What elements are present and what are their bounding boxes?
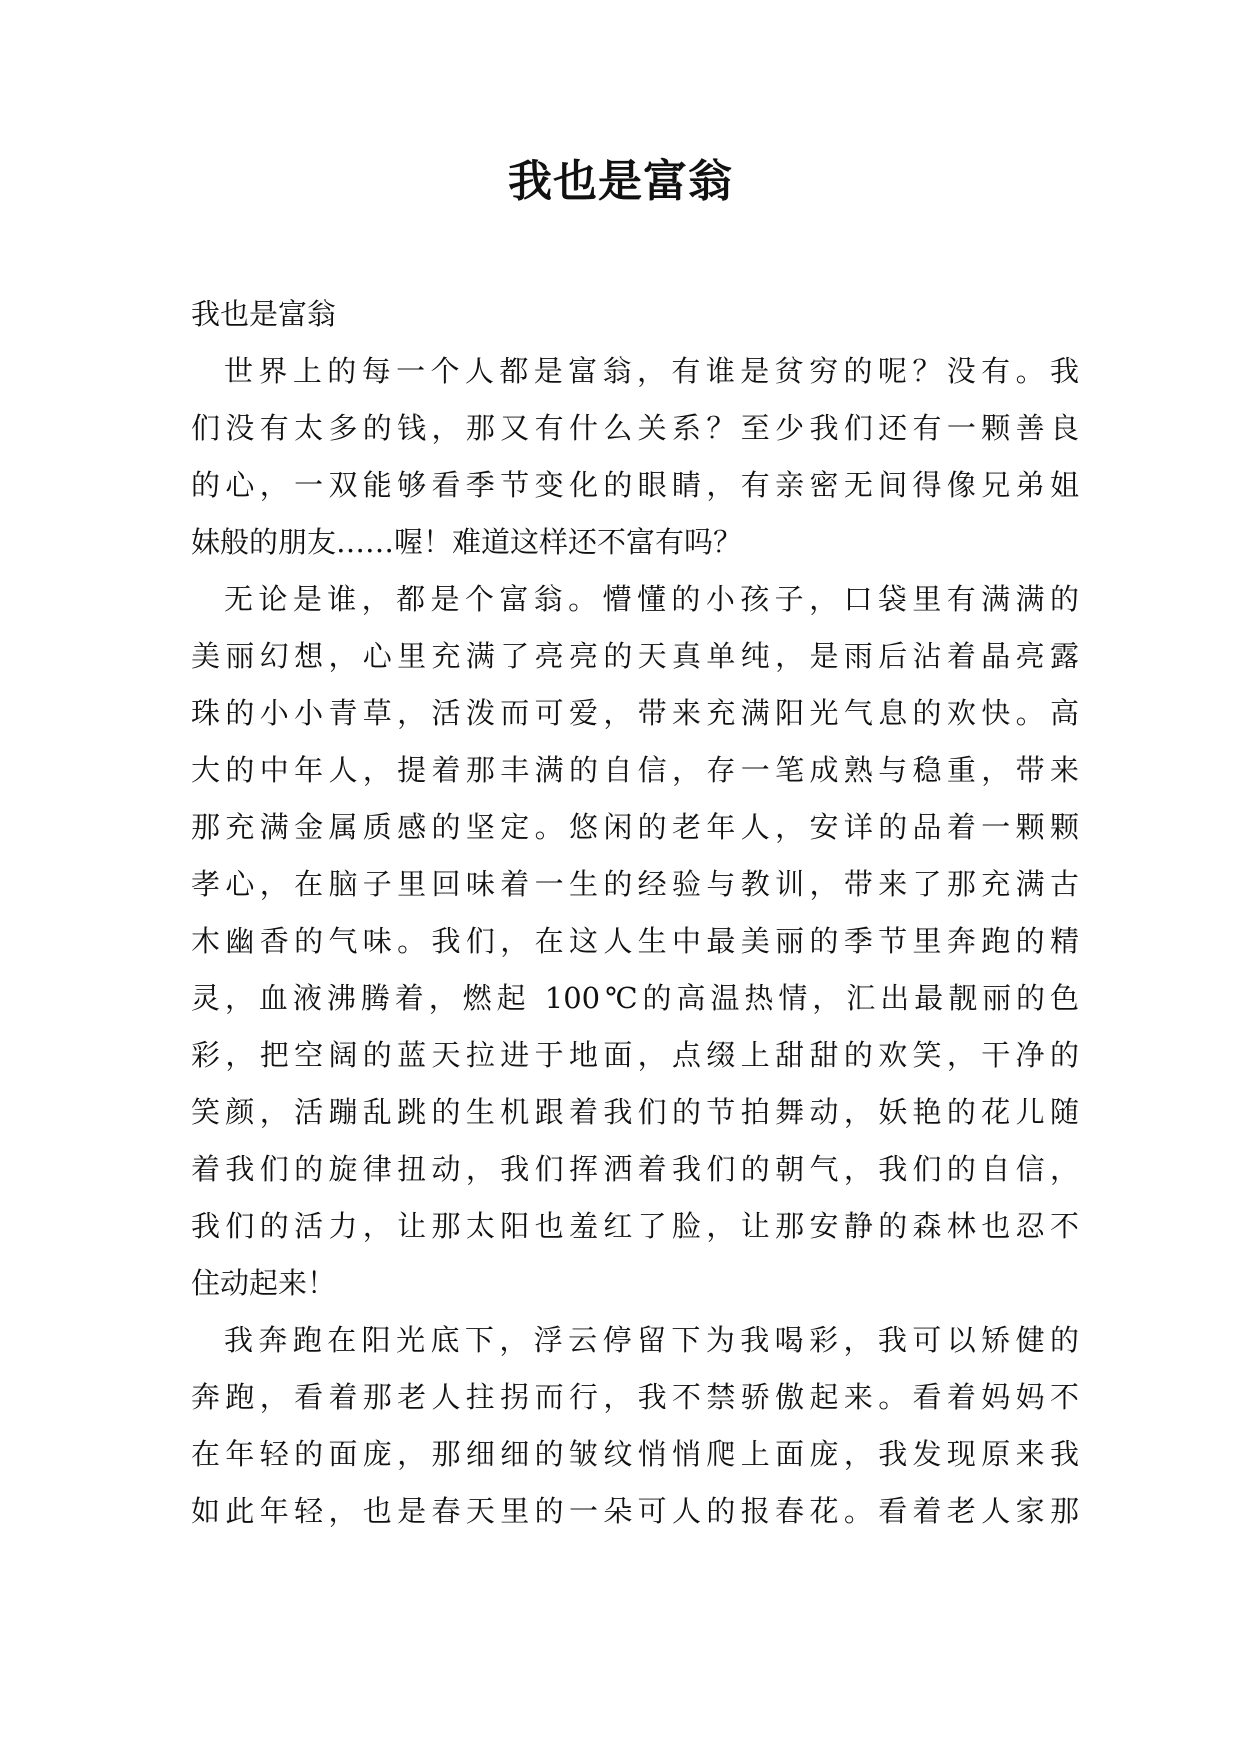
paragraph-3 — [191, 1312, 1079, 1540]
paragraph-line: 妹般的朋友……喔！难道这样还不富有吗？ — [191, 525, 743, 559]
paragraph-line: 世界上的每一个人都是富翁，有谁是贫穷的呢？没有。我 — [224, 354, 1079, 388]
paragraph-line: 我们的活力，让那太阳也羞红了脸，让那安静的森林也忍不 — [191, 1209, 1079, 1243]
document-title: 我也是富翁 — [508, 156, 733, 207]
paragraph-line: 笑颜，活蹦乱跳的生机跟着我们的节拍舞动，妖艳的花儿随 — [191, 1095, 1079, 1129]
paragraph-line: 彩，把空阔的蓝天拉进于地面，点缀上甜甜的欢笑，干净的 — [191, 1038, 1079, 1072]
paragraph-2 — [191, 571, 1079, 1312]
paragraph-line: 大的中年人，提着那丰满的自信，存一笔成熟与稳重，带来 — [191, 753, 1079, 787]
paragraph-line: 灵，血液沸腾着，燃起 100℃的高温热情，汇出最靓丽的色 — [191, 981, 1079, 1015]
paragraph-line: 珠的小小青草，活泼而可爱，带来充满阳光气息的欢快。高 — [191, 696, 1079, 730]
document-body — [191, 286, 1079, 1540]
paragraph-1 — [191, 343, 1079, 571]
paragraph-line: 木幽香的气味。我们，在这人生中最美丽的季节里奔跑的精 — [191, 924, 1079, 958]
paragraph-line: 孝心，在脑子里回味着一生的经验与教训，带来了那充满古 — [191, 867, 1079, 901]
paragraph-line: 无论是谁，都是个富翁。懵懂的小孩子，口袋里有满满的 — [224, 582, 1079, 616]
paragraph-line: 着我们的旋律扭动，我们挥洒着我们的朝气，我们的自信， — [191, 1152, 1079, 1186]
paragraph-line: 如此年轻，也是春天里的一朵可人的报春花。看着老人家那 — [191, 1494, 1079, 1528]
paragraph-line: 们没有太多的钱，那又有什么关系？至少我们还有一颗善良 — [191, 411, 1079, 445]
paragraph-line: 那充满金属质感的坚定。悠闲的老年人，安详的品着一颗颗 — [191, 810, 1079, 844]
paragraph-line: 美丽幻想，心里充满了亮亮的天真单纯，是雨后沾着晶亮露 — [191, 639, 1079, 673]
paragraph-line: 住动起来！ — [191, 1266, 337, 1300]
paragraph-line: 在年轻的面庞，那细细的皱纹悄悄爬上面庞，我发现原来我 — [191, 1437, 1079, 1471]
document-subtitle: 我也是富翁 — [191, 297, 337, 331]
paragraph-line: 我奔跑在阳光底下，浮云停留下为我喝彩，我可以矫健的 — [224, 1323, 1079, 1357]
paragraph-line: 的心，一双能够看季节变化的眼睛，有亲密无间得像兄弟姐 — [191, 468, 1079, 502]
paragraph-line: 奔跑，看着那老人拄拐而行，我不禁骄傲起来。看着妈妈不 — [191, 1380, 1079, 1414]
